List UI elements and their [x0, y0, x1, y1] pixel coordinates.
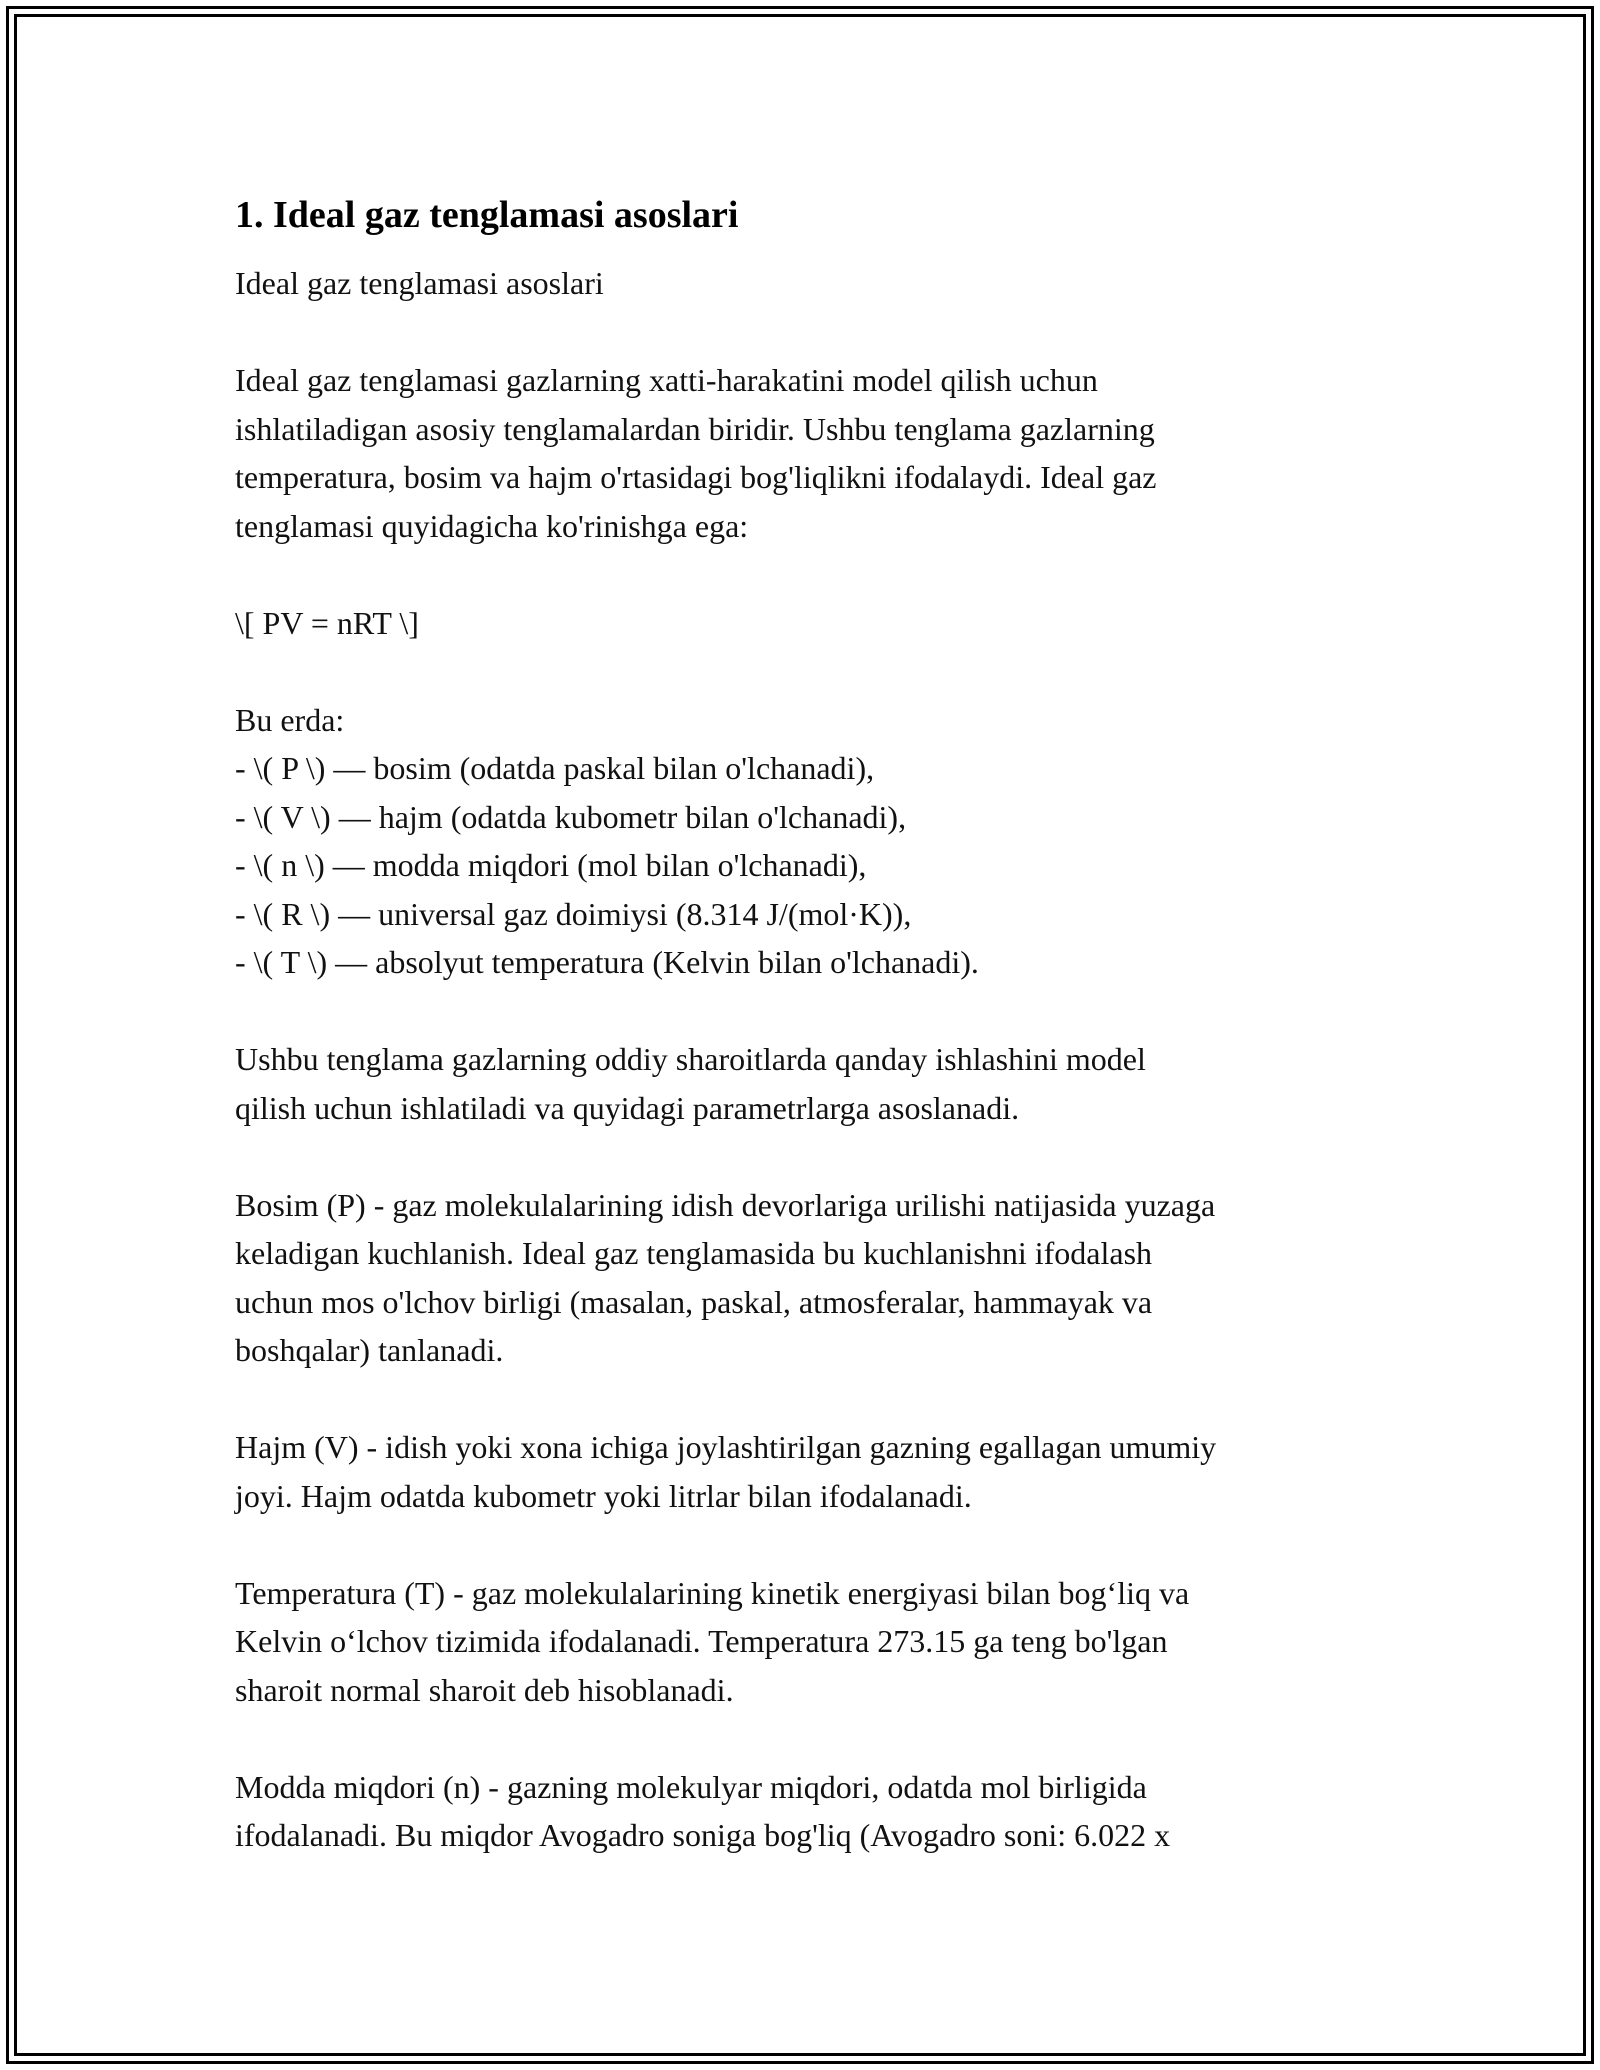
intro-line: ishlatiladigan asosiy tenglamalardan biridir. Ushbu tenglama gazlarning: [235, 410, 1155, 447]
definition-item: - \( P \) — bosim (odatda paskal bilan o'lchanadi),: [235, 750, 875, 786]
document-subtitle: Ideal gaz tenglamasi asoslari: [235, 265, 604, 301]
amount-line: ifodalanadi. Bu miqdor Avogadro soniga bog'liq (Avogadro soni: 6.022 x: [235, 1817, 1171, 1853]
pressure-line: uchun mos o'lchov birligi (masalan, paskal, atmosferalar, hammayak va: [235, 1283, 1153, 1320]
amount-line: Modda miqdori (n) - gazning molekulyar miqdori, odatda mol birligida: [235, 1768, 1147, 1805]
temperature-line: sharoit normal sharoit deb hisoblanadi.: [235, 1671, 734, 1708]
temperature-line: Temperatura (T) - gaz molekulalarining kinetik energiyasi bilan bog‘liq va: [235, 1574, 1190, 1611]
usage-line: qilish uchun ishlatiladi va quyidagi parametrlarga asoslanadi.: [235, 1089, 1020, 1126]
usage-paragraph: [235, 1035, 1385, 1132]
definition-list: [235, 696, 1385, 987]
pressure-line: Bosim (P) - gaz molekulalarining idish devorlariga urilishi natijasida yuzaga: [235, 1186, 1216, 1223]
document-body: [235, 185, 1385, 1860]
intro-line: temperatura, bosim va hajm o'rtasidagi bog'liqlikni ifodalaydi. Ideal gaz: [235, 459, 1157, 495]
document-heading: 1. Ideal gaz tenglamasi asoslari: [235, 194, 739, 236]
definition-item: - \( n \) — modda miqdori (mol bilan o'lchanadi),: [235, 847, 867, 883]
pressure-line: boshqalar) tanlanadi.: [235, 1332, 504, 1368]
amount-paragraph: [235, 1763, 1385, 1860]
temperature-paragraph: [235, 1569, 1385, 1715]
volume-line: Hajm (V) - idish yoki xona ichiga joylashtirilgan gazning egallagan umumiy: [235, 1429, 1217, 1465]
formula: \[ PV = nRT \]: [235, 604, 419, 641]
intro-line: tenglamasi quyidagicha ko'rinishga ega:: [235, 507, 749, 544]
volume-paragraph: [235, 1423, 1385, 1520]
volume-line: joyi. Hajm odatda kubometr yoki litrlar bilan ifodalanadi.: [235, 1477, 972, 1514]
intro-paragraph: [235, 356, 1385, 550]
temperature-line: Kelvin o‘lchov tizimida ifodalanadi. Temperatura 273.15 ga teng bo'lgan: [235, 1623, 1168, 1659]
definition-item: - \( R \) — universal gaz doimiysi (8.314 J/(mol·K)),: [235, 895, 912, 932]
usage-line: Ushbu tenglama gazlarning oddiy sharoitlarda qanday ishlashini model: [235, 1041, 1146, 1077]
pressure-paragraph: [235, 1181, 1385, 1375]
definition-item: - \( T \) — absolyut temperatura (Kelvin bilan o'lchanadi).: [235, 944, 979, 980]
intro-line: Ideal gaz tenglamasi gazlarning xatti-harakatini model qilish uchun: [235, 362, 1098, 398]
pressure-line: keladigan kuchlanish. Ideal gaz tenglamasida bu kuchlanishni ifodalash: [235, 1235, 1153, 1271]
definition-item: - \( V \) — hajm (odatda kubometr bilan o'lchanadi),: [235, 798, 907, 835]
definitions-intro: Bu erda:: [235, 701, 345, 738]
